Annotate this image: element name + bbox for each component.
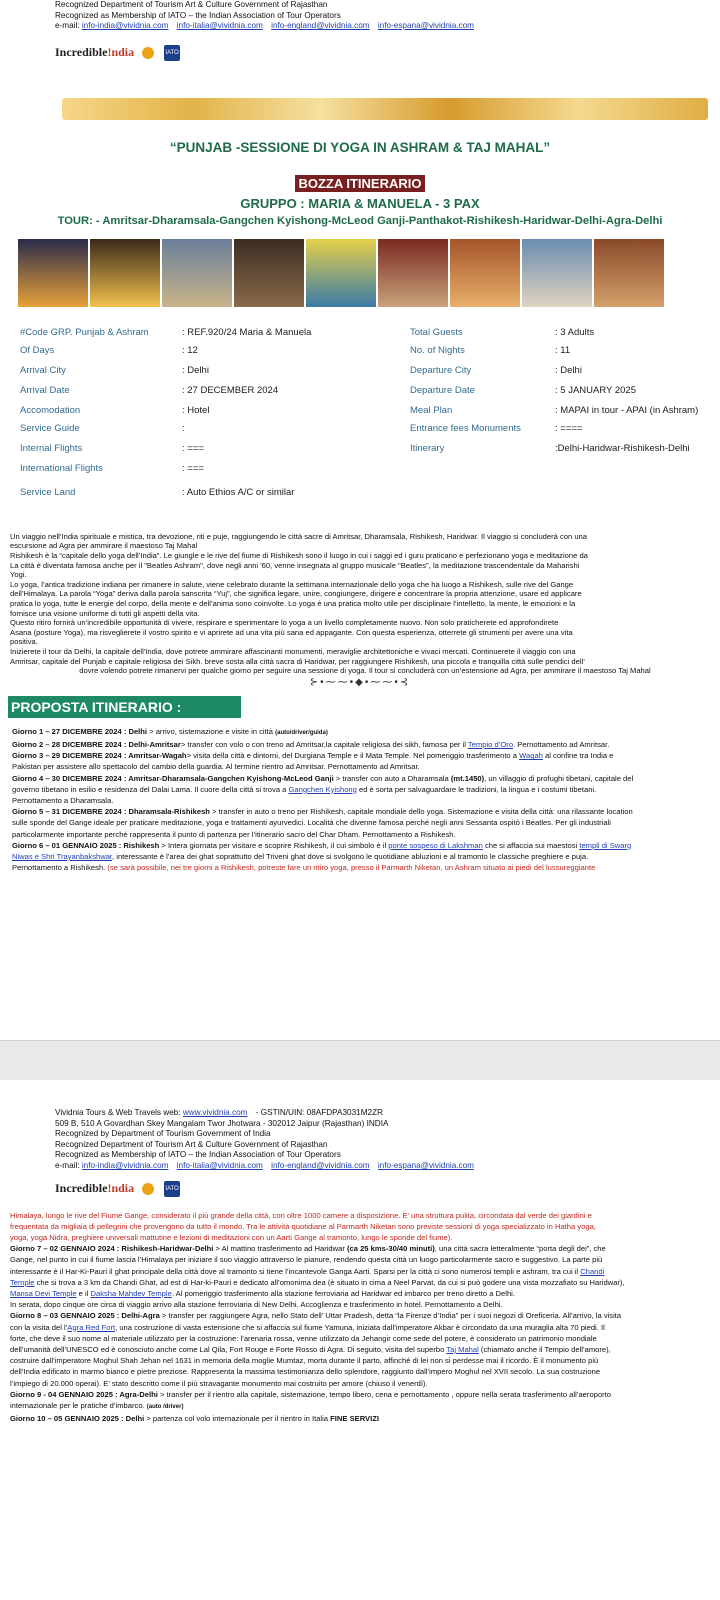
itinerary-text: Pernottamento a Dharamsala.: [12, 795, 114, 805]
itinerary-day: Giorno 5 – 31 DICEMBRE 2024 : Dharamsala-Rishikesh: [12, 807, 210, 817]
description-line: positiva.: [10, 637, 38, 647]
itinerary-line: [12, 773, 720, 784]
place-link[interactable]: Daksha Mahdev Temple: [90, 1288, 172, 1298]
street-art-photo: [306, 239, 376, 307]
description-line: fornisce una visione uniforme di tutti gli aspetti della vita.: [10, 608, 200, 618]
place-link[interactable]: Mansa Devi Temple: [10, 1288, 77, 1298]
decorative-banner: [62, 98, 708, 120]
itinerary-day: Giorno 9 - 04 GENNAIO 2025 : Agra-Delhi: [10, 1389, 158, 1399]
itinerary-line: [12, 761, 720, 772]
info-row: [0, 405, 720, 419]
itinerary-text: forte, che deve il suo nome al materiale utilizzato per la costruzione: l’arenaria rossa, venne utilizzato da Jehangir come sede del potere, è considerato un patrimonio mondiale: [10, 1333, 597, 1343]
itinerary-text: costruire dall’imperatore Moghul Shah Jehan nel 1631 in memoria della moglie Mumtaz, morta durante il parto, affinché di lei non si perdesse mai il ricordo. È il monumento più: [10, 1356, 599, 1366]
place-link[interactable]: templi di Swarg: [579, 840, 632, 850]
info-value: : 27 DECEMBER 2024: [182, 384, 279, 396]
info-value: : Hotel: [182, 404, 210, 416]
info-label: Entrance fees Monuments: [410, 422, 521, 434]
group-title: GRUPPO : MARIA & MANUELA - 3 PAX: [240, 195, 480, 211]
info-row: [0, 463, 720, 477]
itinerary-text: particolarmente importante perché rappresenta il punto di partenza per l’itinerario sacro del Char Dham. Pernottamento a Rishikesh.: [12, 829, 456, 839]
email-link-italia[interactable]: info-italia@vividnia.com: [176, 1160, 263, 1170]
info-row: [0, 385, 720, 399]
place-link[interactable]: Chandi: [580, 1266, 605, 1276]
info-value: : 11: [555, 344, 571, 356]
tour-route: TOUR: - Amritsar-Dharamsala-Gangchen Kyishong-McLeod Ganji-Panthakot-Rishikesh-Haridwar-Delhi-Agra-Delhi: [57, 214, 663, 227]
description-line: escursione ad Agra per ammirare il maestoso Taj Mahal: [10, 541, 198, 551]
itinerary-line: [10, 1400, 720, 1413]
info-row: [0, 443, 720, 457]
itinerary-text: > visita della città e dintorni, del Durgiana Temple e il Mata Temple. Nel pomeriggio trasferimento a: [186, 751, 520, 761]
description-line: La città è diventata famosa anche per il "Beatles Ashram", dove negli anni '60, venne insegnata al gruppo musicale "Beatles", la meditazione trascendentale da Maharishi: [10, 560, 580, 570]
itinerary-text: . Pernottamento ad Amritsar.: [513, 739, 610, 749]
email-line: e-mail: info-india@vividnia.com info-italia@vividnia.com info-england@vividnia.com info-espana@vividnia.com: [55, 21, 475, 31]
end-services-label: FINE SERVIZI: [330, 1414, 379, 1424]
itinerary-text: , una costruzione di vasta estensione che si affaccia sul fiume Yamuna, iniziata dall’imperatore Akbar è circondato da una muraglia alta 70 piedi. Il: [115, 1322, 605, 1332]
itinerary-line: [10, 1344, 720, 1355]
itinerary-day: Giorno 8 – 03 GENNAIO 2025 : Delhi-Agra: [10, 1311, 160, 1321]
info-row: [0, 327, 720, 341]
itinerary-text: Gange, nel punto in cui il fiume lascia l’Himalaya per iniziare il suo viaggio attraverso le pianure, rendendo questa città un luogo particolarmente sacro e suggestivo. La parte più: [10, 1255, 603, 1265]
description-line: Yogi.: [10, 570, 27, 580]
info-value: : ====: [555, 422, 583, 434]
email-link-india[interactable]: info-india@vividnia.com: [81, 1160, 169, 1170]
itinerary-text: , un villaggio di profughi tibetani, capitale del: [484, 773, 634, 783]
itinerary-line: [10, 1299, 720, 1310]
company-header: [55, 0, 720, 32]
place-link[interactable]: Niwas e Shri Trayanbakshwar: [12, 851, 113, 861]
place-link[interactable]: Taj Mahal: [446, 1345, 479, 1354]
itinerary-line: [12, 862, 720, 873]
place-link[interactable]: Temple: [10, 1277, 35, 1287]
itinerary-text: > arrivo, sistemazione e visite in città: [147, 726, 276, 736]
itinerary-line: [10, 1333, 720, 1344]
document-title: “PUNJAB -SESSIONE DI YOGA IN ASHRAM & TAJ MAHAL”: [169, 139, 551, 155]
info-label: No. of Nights: [410, 344, 465, 356]
info-label: International Flights: [20, 462, 103, 474]
itinerary-text: (ca 25 kms-30/40 minuti): [347, 1244, 435, 1254]
iato-badge: IATO: [164, 45, 180, 61]
draft-label-wrap: [0, 175, 720, 193]
itinerary-text: che si trova a 3 km da Chandi Ghat, ad est di Har-ki-Pauri e dedicato all’omonima dea (è situato in cima a Neel Parvat, da cui si può godere una vista mozzafiato su Haridwar),: [34, 1277, 625, 1287]
itinerary-line: [10, 1232, 720, 1243]
india-gate-night-photo: [18, 239, 88, 307]
itinerary-line: [10, 1210, 720, 1221]
description-line: Un viaggio nell’India spirituale e mistica, tra devozione, riti e puje, raggiungendo le città sacre di Amritsar, Dharamsala, Rishikesh, Haridwar. Il viaggio si concluderà con una: [10, 531, 587, 541]
company-line: Vividnia Tours & Web Travels web: www.vividnia.com - GSTIN/UIN: 08AFDPA3031M2ZR: [55, 1108, 384, 1117]
header-line: Recognized by Department of Tourism Government of India: [55, 1129, 271, 1139]
info-label: Of Days: [20, 344, 55, 356]
itinerary-day: Giorno 2 – 28 DICEMBRE 2024 : Delhi-Amritsar: [12, 739, 181, 749]
itinerary-note: frequentata da migliaia di pellegrini che provengono da tutto il mondo. Tra le attività quotidiane al Parmarth Niketan sono previste sessioni di yoga specializzato in Hatha yoga,: [10, 1221, 596, 1231]
itinerary-line: [10, 1310, 720, 1321]
description-line: Lo yoga, l’antica tradizione indiana per rimanere in salute, viene celebrato durante la settimana internazionale dello yoga che ha luogo a Rishikesh, sulle rive del Gange: [10, 579, 574, 589]
email-link-italia[interactable]: info-italia@vividnia.com: [176, 21, 263, 31]
itinerary-line: [12, 750, 720, 761]
itinerary-text: internazionale per le pratiche d’imbarco.: [10, 1401, 147, 1411]
info-label: Total Guests: [410, 326, 463, 338]
itinerary-text: e il: [76, 1288, 91, 1298]
info-label: Meal Plan: [410, 404, 453, 416]
document-page-2: [0, 1080, 720, 1600]
itinerary-text: > transfer con auto a Dharamsala: [333, 773, 451, 783]
itinerary-line: [10, 1389, 720, 1400]
itinerary-line: [10, 1221, 720, 1232]
place-link[interactable]: Wagah: [519, 751, 543, 761]
itinerary-line: [12, 726, 720, 739]
email-link-espana[interactable]: info-espana@vividnia.com: [377, 1160, 475, 1170]
info-label: Service Guide: [20, 422, 80, 434]
itinerary-line: [12, 817, 720, 828]
golden-temple-photo: [90, 239, 160, 307]
itinerary-note: (se sarà possibile, nei tre giorni a Rishikesh, potreste fare un ritiro yoga, presso il Parmarth Niketan, un Ashram situato ai piedi del lussureggiante: [107, 863, 596, 873]
itinerary-list: [12, 726, 720, 874]
itinerary-text: > Al mattino trasferimento ad Haridwar: [213, 1244, 347, 1254]
trip-info-table: [0, 327, 720, 512]
itinerary-text: (mt.1450): [450, 773, 485, 783]
description-line: pratica lo yoga, tutte le energie del corpo, della mente e dell’anima sono coinvolte. Lo yoga è una pratica molto utile per disciplinare l’intelletto, la mente, le emozioni e la: [10, 598, 576, 608]
palace-photo: [594, 239, 664, 307]
itinerary-text: dell’India edificato in marmo bianco e pietre preziose. Rappresenta la massima testimonianza dello splendore, raggiunto dall’impero Moghul nel XVII secolo. La sua costruzione: [10, 1367, 601, 1377]
description-line: Rishikesh è la “capitale dello yoga dell’India”. Le giungle e le rive del fiume di Rishikesh sono il luogo in cui i saggi ed i guru praticano e perfezionano yoga e meditazione da: [10, 550, 588, 560]
itinerary-text: l’impiego di 20.000 operai). E’ stato descritto come il più stravagante monumento mai costruito per amore (chiuso il venerdì).: [10, 1378, 428, 1388]
itinerary-text: al confine tra India e: [542, 751, 614, 761]
website-link[interactable]: www.vividnia.com: [182, 1108, 248, 1117]
description-line: Questo ritiro fornirà un’incredibile opportunità di vivere, respirare e sperimentare lo yoga a un livello completamente nuovo. Non solo praticherete ed approfondirete: [10, 618, 559, 628]
email-link-espana[interactable]: info-espana@vividnia.com: [377, 21, 475, 31]
itinerary-line: [10, 1288, 720, 1299]
itinerary-text: > transfer per il rientro alla capitale, sistemazione, tempo libero, cena e pernottamento , oppure nella serata trasferimento all’aeroporto: [157, 1389, 611, 1399]
info-label: Internal Flights: [20, 442, 83, 454]
info-value: : Delhi: [182, 364, 209, 376]
place-link[interactable]: Gangchen Kyishong: [288, 784, 357, 794]
itinerary-text: Pakistan per assistere allo spettacolo del cambio della guardia. Al termine rientro ad Amritsar. Pernottamento ad Amritsar.: [12, 762, 420, 772]
itinerary-day: Giorno 7 – 02 GENNAIO 2024 : Rishikesh-Haridwar-Delhi: [10, 1244, 214, 1254]
itinerary-line: [12, 806, 720, 817]
info-value: : Delhi: [555, 364, 582, 376]
itinerary-line: [12, 784, 720, 795]
itinerary-text: che si affaccia sui maestosi: [482, 840, 580, 850]
info-label: Service Land: [20, 486, 76, 498]
description-line: Asana (posture Yoga), ma risveglierete il vostro spirito e vi aprirete ad una vita più sana ed appagante. Con questa esperienza, otterrete gli strumenti per avere una vita: [10, 627, 573, 637]
ganga-aarti-photo: [234, 239, 304, 307]
itinerary-text: In serata, dopo cinque ore circa di viaggio arrivo alla stazione ferroviaria di New Delhi. Accoglienza e trasferimento in hotel. Pernottamento a Delhi.: [10, 1300, 503, 1310]
itinerary-text: ed è sorta per salvaguardare le tradizioni, la lingua e i costumi tibetani.: [356, 784, 597, 794]
header-line: Recognized Department of Tourism Art & Culture Government of Rajasthan: [55, 1139, 328, 1149]
itinerary-line: [10, 1243, 720, 1254]
itinerary-line: [10, 1378, 720, 1389]
itinerary-list-continued: [10, 1210, 720, 1425]
logo-row-2: [55, 1178, 720, 1200]
info-value: : ===: [182, 442, 204, 454]
header-line: Recognized as Membership of IATO – the Indian Association of Tour Operators: [55, 1150, 341, 1160]
info-row: [0, 345, 720, 359]
info-label: Departure Date: [410, 384, 475, 396]
ghat-temple-photo: [450, 239, 520, 307]
itinerary-text: > transfer per raggiungere Agra, nello Stato dell' Uttar Pradesh, detta “la Firenze d’India” per i suoi negozi di Oreficeria. All’arrivo, la visita: [159, 1311, 622, 1321]
info-value: : 3 Adults: [555, 326, 595, 338]
logo-row: [55, 42, 720, 64]
itinerary-text: (chiamato anche il Tempio dell’amore),: [478, 1345, 611, 1354]
itinerary-text: Pernottamento a Rishikesh.: [12, 863, 108, 873]
info-value: : REF.920/24 Maria & Manuela: [182, 326, 312, 338]
trip-description: [10, 532, 720, 676]
itinerary-line: [10, 1277, 720, 1288]
email-link-england[interactable]: info-england@vividnia.com: [271, 1160, 370, 1170]
email-link-india[interactable]: info-india@vividnia.com: [81, 21, 169, 31]
info-value: : 5 JANUARY 2025: [555, 384, 636, 396]
ornament-divider: ⊱•⁓⁓•◆•⁓⁓•⊰: [309, 676, 411, 688]
itinerary-text: con la visita del l’: [10, 1322, 68, 1332]
incredible-india-logo: Incredible!ndia: [55, 1181, 135, 1196]
itinerary-text: , una città sacra letteralmente “porta degli dei”, che: [434, 1244, 606, 1254]
draft-label: BOZZA ITINERARIO: [295, 175, 424, 192]
itinerary-day: Giorno 10 – 05 GENNAIO 2025 : Delhi: [10, 1414, 145, 1424]
info-value: : Auto Ethios A/C or similar: [182, 486, 295, 498]
itinerary-text: > partenza col volo internazionale per il rientro in Italia: [144, 1414, 331, 1424]
itinerary-day: Giorno 3 – 29 DICEMBRE 2024 : Amritsar-Wagah: [12, 751, 187, 761]
itinerary-day: Giorno 1 – 27 DICEMBRE 2024 : Delhi: [12, 726, 148, 736]
email-line: e-mail: info-india@vividnia.com info-italia@vividnia.com info-england@vividnia.com info-espana@vividnia.com: [55, 1160, 475, 1170]
photo-strip: [18, 239, 720, 307]
itinerary-day: Giorno 4 – 30 DICEMBRE 2024 : Amritsar-Dharamsala-Gangchen Kyishong-McLeod Ganji: [12, 773, 334, 783]
info-row: [0, 423, 720, 437]
itinerary-line: [12, 840, 720, 851]
itinerary-line: [10, 1322, 720, 1333]
info-label: Accomodation: [20, 404, 81, 416]
itinerary-note: (auto/driver/guida): [275, 729, 328, 736]
sun-emblem-icon: [142, 47, 154, 59]
info-label: Arrival Date: [20, 384, 70, 396]
itinerary-note: yoga, yoga Nidra, preghiere universali mattutine e lezioni di meditazioni con un Aarti Gange al tramonto, lungo le sponde del fiume).: [10, 1232, 453, 1242]
itinerary-text: governo tibetano in esilio e residenza del Dalai Lama. Il cuore della città si trova a: [12, 784, 289, 794]
description-line: dovre volendo potrete rimanervi per qualche giorno per seguire una sessione di yoga. Il tour si concluderà con un’estensione ad Agra, per ammirare il maestoso Taj Mahal: [79, 666, 651, 676]
itinerary-text: > Intera giornata per visitare e scoprire Rishikesh, il cui simbolo è il: [159, 840, 389, 850]
company-header-2: [55, 1108, 720, 1172]
taj-mahal-photo: [522, 239, 592, 307]
itinerary-text: dell’umanità dell’UNESCO ed è conosciuto anche come Lal Qila, Fort Rouge e Forte Rosso di Agra. Di seguito, visita del superbo: [10, 1345, 447, 1354]
itinerary-note: Himalaya, lungo le rive del Fiume Gange, considerato il più grande della città, con oltre 1000 camere a disposizione. E’ una struttura pulita, circondata dal verde dei giardini e: [10, 1210, 592, 1220]
place-link[interactable]: Tempio d’Oro: [467, 739, 514, 749]
description-line: dell’Himalaya. La parola “Yoga” deriva dalla parola sanscrita “Yuj”, che significa legare, unire, congiungere, dirigere e concentrare la propria attenzione, usare ed applicare: [10, 589, 582, 599]
info-value: : 12: [182, 344, 198, 356]
description-line: Amritsar, capitale del Punjab e capitale religiosa dei Sikh. breve sosta alla città sacra di Haridwar, per raggiungere Rishikesh, una piccola e tranquilla città sulle pendici dell’: [10, 656, 585, 666]
itinerary-text: > transfer con volo o con treno ad Amritsar,la capitale religiosa dei sikh, famosa per il: [180, 739, 468, 749]
itinerary-line: [10, 1254, 720, 1265]
itinerary-day: Giorno 6 – 01 GENNAIO 2025 : Rishikesh: [12, 840, 160, 850]
incredible-india-logo: Incredible!ndia: [55, 45, 135, 60]
info-label: Departure City: [410, 364, 472, 376]
place-link[interactable]: Agra Red Fort: [67, 1322, 116, 1332]
page-break: [0, 1040, 720, 1082]
itinerary-text: , interessante è l’area dei ghat soprattutto del Triveni ghat dove si svolgono le quotidiane abluzioni e al tramonto le classiche preghiere e puja.: [112, 851, 589, 861]
place-link[interactable]: ponte sospeso di Lakshman: [388, 840, 483, 850]
header-line: Recognized as Membership of IATO – the Indian Association of Tour Operators: [55, 10, 341, 20]
itinerary-note: (auto /driver): [146, 1404, 184, 1411]
address-line: 509 B, 510 A Govardhan Skey Mangalam Twor Jhotwara - 302012 Jaipur (Rajasthan) INDIA: [55, 1118, 389, 1128]
info-label: Arrival City: [20, 364, 66, 376]
tibetan-temple-photo: [162, 239, 232, 307]
info-value: :Delhi-Haridwar-Rishikesh-Delhi: [555, 442, 690, 454]
itinerary-line: [12, 851, 720, 862]
itinerary-text: sulle sponde del Gange ideale per praticare meditazione, yoga e trattamenti ayurvedici. Località che divenne famosa perché negli anni Sessanta ospitò i Beatles. Per gli industriali: [12, 818, 611, 828]
itinerary-line: [10, 1366, 720, 1377]
itinerary-line: [12, 829, 720, 840]
itinerary-text: . Al pomeriggio trasferimento alla stazione ferroviaria ad Haridwar ed imbarco per treno diretto a Delhi.: [171, 1288, 515, 1298]
info-row: [0, 487, 720, 501]
proposal-title: PROPOSTA ITINERARIO :: [8, 696, 241, 718]
itinerary-line: [10, 1413, 720, 1424]
info-value: : MAPAI in tour - APAI (in Ashram): [555, 404, 699, 416]
iato-badge: IATO: [164, 1181, 180, 1197]
itinerary-line: [12, 739, 720, 750]
sun-emblem-icon: [142, 1183, 154, 1195]
info-row: [0, 365, 720, 379]
itinerary-text: interessante è il Har-Ki-Pauri il ghat principale della città dove al tramonto si tiene l’incantevole Ganga Aarti. Sparsi per la città ci sono numerosi templi e ashram, tra cui il: [10, 1266, 581, 1276]
itinerary-line: [12, 795, 720, 806]
email-link-england[interactable]: info-england@vividnia.com: [271, 21, 370, 31]
itinerary-text: > transfer in auto o treno per Rishikesh, capitale mondiale dello yoga. Sistemazione e visita della città: una rilassante location: [209, 807, 633, 817]
info-value: :: [182, 422, 185, 434]
info-label: Itinerary: [410, 442, 445, 454]
laxman-temple-photo: [378, 239, 448, 307]
header-line: Recognized Department of Tourism Art & Culture Government of Rajasthan: [55, 0, 328, 9]
description-line: Inizierete il tour da Delhi, la capitale dell'India, dove potrete ammirare affascinanti monumenti, meraviglie architettoniche e vivaci mercati. Continuerete il viaggio con una: [10, 646, 576, 656]
itinerary-line: [10, 1355, 720, 1366]
info-label: #Code GRP. Punjab & Ashram: [20, 326, 149, 338]
info-value: : ===: [182, 462, 204, 474]
itinerary-line: [10, 1266, 720, 1277]
